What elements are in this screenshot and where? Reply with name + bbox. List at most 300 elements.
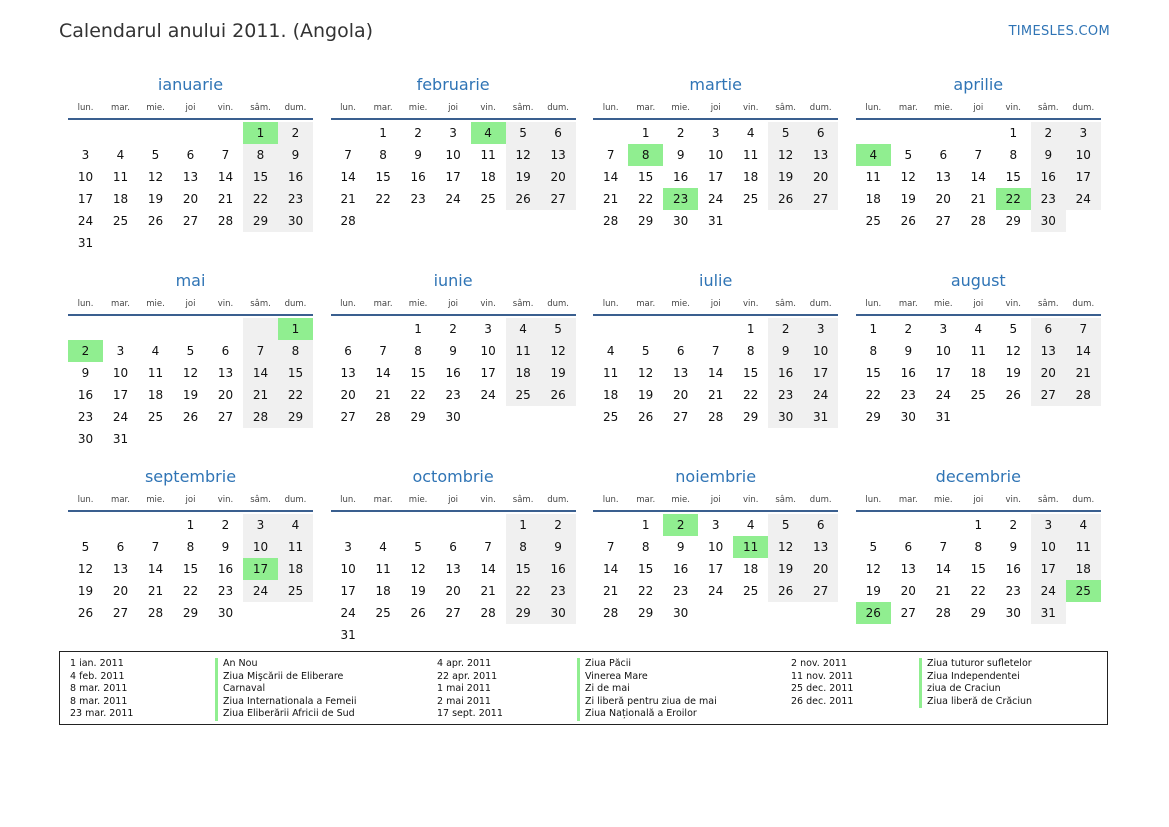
day-cell: 21 (708, 388, 724, 402)
weekday-label: joi (973, 103, 984, 113)
day-cell: 15 (638, 562, 654, 576)
day-cell: 21 (603, 584, 619, 598)
day-cell: 30 (1005, 606, 1021, 620)
weekday-label: lun. (77, 103, 94, 113)
day-cell: 28 (1066, 384, 1101, 406)
weekday-label: dum. (547, 495, 569, 505)
day-cell: 13 (112, 562, 129, 576)
day-cell: 12 (865, 562, 881, 576)
empty-cell (68, 514, 103, 536)
day-cell: 6 (1031, 318, 1066, 340)
month-name: februarie (416, 75, 490, 94)
day-cell: 12 (506, 144, 541, 166)
day-cell: 6 (803, 122, 838, 144)
day-cell: 27 (1031, 384, 1066, 406)
weekday-label: dum. (1072, 299, 1095, 309)
weekday-label: vin. (217, 299, 234, 309)
weekday-label: mie. (146, 103, 165, 113)
day-cell: 7 (711, 344, 720, 358)
day-cell: 25 (506, 384, 541, 406)
day-cell: 11 (865, 170, 881, 184)
day-cell: 5 (869, 540, 878, 554)
day-cell: 3 (711, 126, 720, 140)
day-cell: 10 (708, 540, 724, 554)
empty-cell (173, 318, 208, 340)
month-martie (593, 72, 838, 268)
day-cell: 28 (243, 406, 278, 428)
weekday-label: sâm. (1037, 495, 1059, 505)
day-cell: 12 (768, 536, 803, 558)
day-cell: 17 (708, 562, 724, 576)
day-cell: 6 (541, 122, 576, 144)
day-cell: 8 (414, 344, 422, 358)
day-cell: 10 (340, 562, 356, 576)
weekday-label: lun. (77, 299, 94, 309)
day-cell: 14 (603, 170, 619, 184)
empty-cell (401, 514, 436, 536)
day-cell: 24 (340, 606, 356, 620)
day-cell: 7 (221, 148, 230, 162)
weekday-label: mar. (111, 495, 130, 505)
day-cell: 14 (935, 562, 951, 576)
weekday-label: sâm. (775, 299, 796, 309)
day-cell: 20 (541, 166, 576, 188)
day-cell: 20 (340, 388, 356, 402)
weekday-label: mie. (146, 299, 165, 309)
day-cell: 12 (768, 144, 803, 166)
day-grid (856, 512, 1101, 624)
day-cell: 23 (1005, 584, 1021, 598)
day-cell: 22 (638, 584, 654, 598)
holiday-day-cell: 8 (628, 144, 663, 166)
weekday-label: mie. (671, 103, 690, 113)
day-cell: 28 (935, 606, 951, 620)
day-cell: 16 (410, 170, 426, 184)
day-cell: 3 (1031, 514, 1066, 536)
legend-holiday-name: Ziua Păcii (585, 658, 632, 669)
month-name: mai (175, 271, 206, 290)
weekday-header (331, 490, 576, 512)
day-cell: 18 (147, 388, 164, 402)
day-cell: 8 (746, 344, 755, 358)
empty-cell (471, 514, 506, 536)
day-cell: 7 (1066, 318, 1101, 340)
day-cell: 16 (278, 166, 313, 188)
weekday-label: dum. (809, 299, 832, 309)
weekday-label: vin. (1005, 495, 1022, 505)
day-cell: 11 (743, 148, 759, 162)
weekday-label: mar. (373, 103, 393, 113)
day-cell: 11 (970, 344, 986, 358)
day-cell: 2 (768, 318, 803, 340)
holiday-day-cell: 25 (1066, 580, 1101, 602)
day-cell: 10 (445, 148, 461, 162)
day-cell: 14 (217, 170, 234, 184)
weekday-label: sâm. (250, 103, 271, 113)
day-cell: 16 (1005, 562, 1021, 576)
legend-holiday-name: Zi liberă pentru ziua de mai (585, 695, 717, 707)
legend-date: 2 mai 2011 (437, 695, 491, 707)
day-cell: 19 (541, 362, 576, 384)
day-cell: 31 (803, 406, 838, 428)
day-cell: 19 (768, 558, 803, 580)
day-cell: 11 (603, 366, 619, 380)
weekday-header (856, 98, 1101, 120)
day-cell: 24 (480, 388, 496, 402)
legend-holiday-name: Ziua Internationala a Femeii (223, 695, 357, 707)
day-cell: 28 (375, 410, 391, 424)
weekday-label: mie. (933, 299, 953, 309)
legend-holiday-name: An Nou (223, 658, 258, 669)
legend-date: 4 feb. 2011 (70, 670, 125, 682)
weekday-label: mie. (146, 495, 165, 505)
weekday-label: lun. (340, 103, 357, 113)
day-cell: 18 (603, 388, 619, 402)
month-iulie (593, 268, 838, 464)
day-cell: 10 (1066, 144, 1101, 166)
day-cell: 27 (935, 214, 951, 228)
day-cell: 20 (803, 558, 838, 580)
holiday-day-cell: 23 (663, 188, 698, 210)
day-cell: 15 (1005, 170, 1021, 184)
day-grid (331, 512, 576, 646)
holiday-day-cell: 1 (243, 122, 278, 144)
day-cell: 21 (603, 192, 619, 206)
weekday-label: mie. (933, 495, 953, 505)
legend-holiday-name: Ziua liberă de Crăciun (927, 695, 1033, 707)
day-cell: 22 (970, 584, 986, 598)
day-cell: 16 (541, 558, 576, 580)
day-cell: 11 (480, 148, 496, 162)
empty-cell (698, 318, 733, 340)
holiday-day-cell: 2 (663, 514, 698, 536)
day-cell: 17 (803, 362, 838, 384)
day-grid (331, 316, 576, 428)
day-cell: 30 (541, 602, 576, 624)
day-cell: 26 (182, 410, 199, 424)
empty-cell (138, 514, 173, 536)
day-cell: 13 (900, 562, 916, 576)
day-cell: 26 (768, 580, 803, 602)
day-grid (856, 316, 1101, 428)
weekday-header (331, 294, 576, 316)
day-cell: 2 (676, 126, 685, 140)
weekday-label: sâm. (512, 103, 534, 113)
legend-date: 2 nov. 2011 (791, 658, 847, 669)
legend-date: 23 mar. 2011 (70, 708, 134, 720)
legend-names-col-3 (919, 658, 1032, 708)
weekday-label: dum. (1072, 103, 1095, 113)
day-cell: 22 (278, 384, 313, 406)
weekday-label: dum. (547, 103, 569, 113)
day-cell: 18 (375, 584, 391, 598)
day-cell: 10 (480, 344, 496, 358)
day-cell: 16 (77, 388, 94, 402)
day-cell: 19 (147, 192, 164, 206)
day-cell: 20 (112, 584, 129, 598)
day-cell: 18 (865, 192, 881, 206)
day-cell: 5 (904, 148, 913, 162)
weekday-label: lun. (602, 299, 619, 309)
day-cell: 5 (186, 344, 195, 358)
day-cell: 18 (1066, 558, 1101, 580)
legend-holiday-name: Ziua Mişcării de Eliberare (223, 670, 344, 682)
weekday-label: mar. (111, 299, 130, 309)
day-cell: 9 (1031, 144, 1066, 166)
day-cell: 24 (1031, 580, 1066, 602)
day-cell: 9 (541, 536, 576, 558)
day-cell: 15 (506, 558, 541, 580)
day-cell: 18 (480, 170, 496, 184)
day-cell: 12 (147, 170, 164, 184)
empty-cell (436, 514, 471, 536)
day-cell: 8 (243, 144, 278, 166)
day-cell: 13 (935, 170, 951, 184)
day-cell: 17 (1031, 558, 1066, 580)
day-cell: 2 (449, 322, 457, 336)
day-cell: 1 (869, 322, 878, 336)
day-cell: 25 (480, 192, 496, 206)
weekday-header (68, 490, 313, 512)
day-cell: 8 (641, 540, 650, 554)
empty-cell (961, 122, 996, 144)
day-grid (68, 316, 313, 450)
day-cell: 5 (641, 344, 650, 358)
day-cell: 22 (410, 388, 426, 402)
weekday-label: sâm. (512, 495, 534, 505)
day-cell: 26 (410, 606, 426, 620)
day-cell: 15 (182, 562, 199, 576)
day-cell: 26 (147, 214, 164, 228)
day-cell: 13 (340, 366, 356, 380)
day-cell: 10 (77, 170, 94, 184)
empty-cell (856, 122, 891, 144)
day-cell: 26 (506, 188, 541, 210)
day-cell: 24 (77, 214, 94, 228)
day-cell: 3 (81, 148, 90, 162)
empty-cell (663, 318, 698, 340)
month-name: martie (689, 75, 742, 94)
weekday-label: sâm. (1037, 103, 1059, 113)
day-cell: 17 (445, 170, 461, 184)
day-cell: 14 (375, 366, 391, 380)
weekday-header (68, 98, 313, 120)
day-cell: 5 (541, 318, 576, 340)
empty-cell (891, 122, 926, 144)
holiday-day-cell: 2 (68, 340, 103, 362)
day-cell: 13 (673, 366, 689, 380)
empty-cell (331, 318, 366, 340)
day-cell: 29 (243, 210, 278, 232)
day-cell: 5 (1009, 322, 1018, 336)
legend-date: 25 dec. 2011 (791, 683, 854, 695)
legend-holiday-name: Zi de mai (585, 683, 630, 695)
day-cell: 20 (1031, 362, 1066, 384)
day-cell: 12 (182, 366, 199, 380)
month-name: iunie (433, 271, 473, 290)
month-februarie (331, 72, 576, 268)
weekday-label: vin. (217, 495, 234, 505)
day-cell: 27 (673, 410, 689, 424)
day-cell: 8 (1009, 148, 1018, 162)
day-cell: 18 (278, 558, 313, 580)
weekday-label: joi (185, 495, 196, 505)
day-cell: 31 (1031, 602, 1066, 624)
day-cell: 3 (243, 514, 278, 536)
day-cell: 24 (708, 584, 724, 598)
day-cell: 9 (221, 540, 230, 554)
day-cell: 25 (743, 192, 759, 206)
day-cell: 3 (803, 318, 838, 340)
day-cell: 13 (445, 562, 461, 576)
weekday-label: mar. (898, 299, 918, 309)
weekday-label: vin. (1005, 299, 1022, 309)
day-cell: 5 (768, 514, 803, 536)
day-cell: 6 (904, 540, 913, 554)
day-cell: 6 (803, 514, 838, 536)
month-iunie (331, 268, 576, 464)
day-grid (593, 316, 838, 428)
day-cell: 4 (379, 540, 387, 554)
day-cell: 10 (708, 148, 724, 162)
legend-date: 8 mar. 2011 (70, 683, 128, 695)
day-cell: 17 (112, 388, 129, 402)
weekday-label: joi (448, 299, 459, 309)
day-cell: 24 (803, 384, 838, 406)
day-cell: 19 (638, 388, 654, 402)
day-cell: 24 (445, 192, 461, 206)
day-cell: 27 (112, 606, 129, 620)
weekday-label: vin. (480, 299, 496, 309)
day-cell: 9 (676, 148, 685, 162)
weekday-label: joi (448, 103, 459, 113)
day-cell: 15 (970, 562, 986, 576)
day-cell: 14 (340, 170, 356, 184)
empty-cell (243, 318, 278, 340)
weekday-label: sâm. (775, 103, 796, 113)
empty-cell (891, 514, 926, 536)
day-cell: 7 (344, 148, 352, 162)
day-cell: 4 (506, 318, 541, 340)
weekday-label: mar. (898, 495, 918, 505)
day-cell: 18 (970, 366, 986, 380)
day-grid (593, 120, 838, 232)
day-cell: 7 (606, 148, 615, 162)
day-cell: 29 (638, 606, 654, 620)
day-cell: 18 (743, 562, 759, 576)
holiday-day-cell: 11 (733, 536, 768, 558)
day-cell: 26 (768, 188, 803, 210)
month-octombrie (331, 464, 576, 660)
legend-date: 1 mai 2011 (437, 683, 491, 695)
day-cell: 21 (243, 384, 278, 406)
day-cell: 8 (278, 340, 313, 362)
month-name: octombrie (412, 467, 494, 486)
day-cell: 5 (414, 540, 422, 554)
empty-cell (208, 318, 243, 340)
day-cell: 25 (112, 214, 129, 228)
day-cell: 9 (81, 366, 90, 380)
day-cell: 17 (708, 170, 724, 184)
day-cell: 12 (410, 562, 426, 576)
day-cell: 3 (711, 518, 720, 532)
legend-date: 26 dec. 2011 (791, 695, 854, 707)
day-cell: 25 (147, 410, 164, 424)
day-cell: 16 (217, 562, 234, 576)
day-cell: 14 (1066, 340, 1101, 362)
day-cell: 19 (1005, 366, 1021, 380)
weekday-label: dum. (284, 495, 307, 505)
weekday-label: mar. (898, 103, 918, 113)
day-cell: 16 (445, 366, 461, 380)
day-cell: 2 (1009, 518, 1018, 532)
empty-cell (926, 514, 961, 536)
day-cell: 7 (974, 148, 983, 162)
month-mai (68, 268, 313, 464)
day-cell: 6 (186, 148, 195, 162)
holiday-day-cell: 22 (996, 188, 1031, 210)
day-cell: 27 (340, 410, 356, 424)
weekday-header (593, 294, 838, 316)
site-link[interactable]: TIMESLES.COM (1008, 24, 1110, 39)
day-cell: 19 (182, 388, 199, 402)
day-cell: 23 (278, 188, 313, 210)
day-cell: 16 (900, 366, 916, 380)
day-cell: 10 (1031, 536, 1066, 558)
day-cell: 29 (506, 602, 541, 624)
day-cell: 22 (638, 192, 654, 206)
month-name: noiembrie (675, 467, 757, 486)
day-cell: 4 (746, 518, 755, 532)
day-cell: 17 (340, 584, 356, 598)
day-cell: 6 (449, 540, 457, 554)
day-cell: 11 (1066, 536, 1101, 558)
day-cell: 4 (278, 514, 313, 536)
day-cell: 10 (112, 366, 129, 380)
day-cell: 2 (278, 122, 313, 144)
weekday-label: vin. (480, 495, 496, 505)
day-cell: 2 (414, 126, 422, 140)
day-cell: 28 (217, 214, 234, 228)
day-cell: 22 (743, 388, 759, 402)
day-cell: 31 (77, 236, 94, 250)
day-cell: 22 (865, 388, 881, 402)
day-cell: 7 (151, 540, 160, 554)
day-cell: 6 (116, 540, 125, 554)
empty-cell (926, 122, 961, 144)
day-cell: 10 (803, 340, 838, 362)
weekday-label: vin. (742, 495, 759, 505)
empty-cell (103, 318, 138, 340)
day-cell: 4 (151, 344, 160, 358)
day-cell: 6 (221, 344, 230, 358)
legend-date: 22 apr. 2011 (437, 670, 498, 682)
empty-cell (68, 318, 103, 340)
day-cell: 30 (278, 210, 313, 232)
month-decembrie (856, 464, 1101, 660)
empty-cell (856, 514, 891, 536)
weekday-label: mie. (671, 495, 690, 505)
day-cell: 4 (974, 322, 983, 336)
day-cell: 7 (484, 540, 492, 554)
day-cell: 19 (768, 166, 803, 188)
day-cell: 15 (243, 166, 278, 188)
weekday-label: mar. (373, 299, 393, 309)
day-cell: 21 (147, 584, 164, 598)
day-cell: 13 (803, 144, 838, 166)
weekday-label: sâm. (250, 299, 271, 309)
day-cell: 5 (768, 122, 803, 144)
